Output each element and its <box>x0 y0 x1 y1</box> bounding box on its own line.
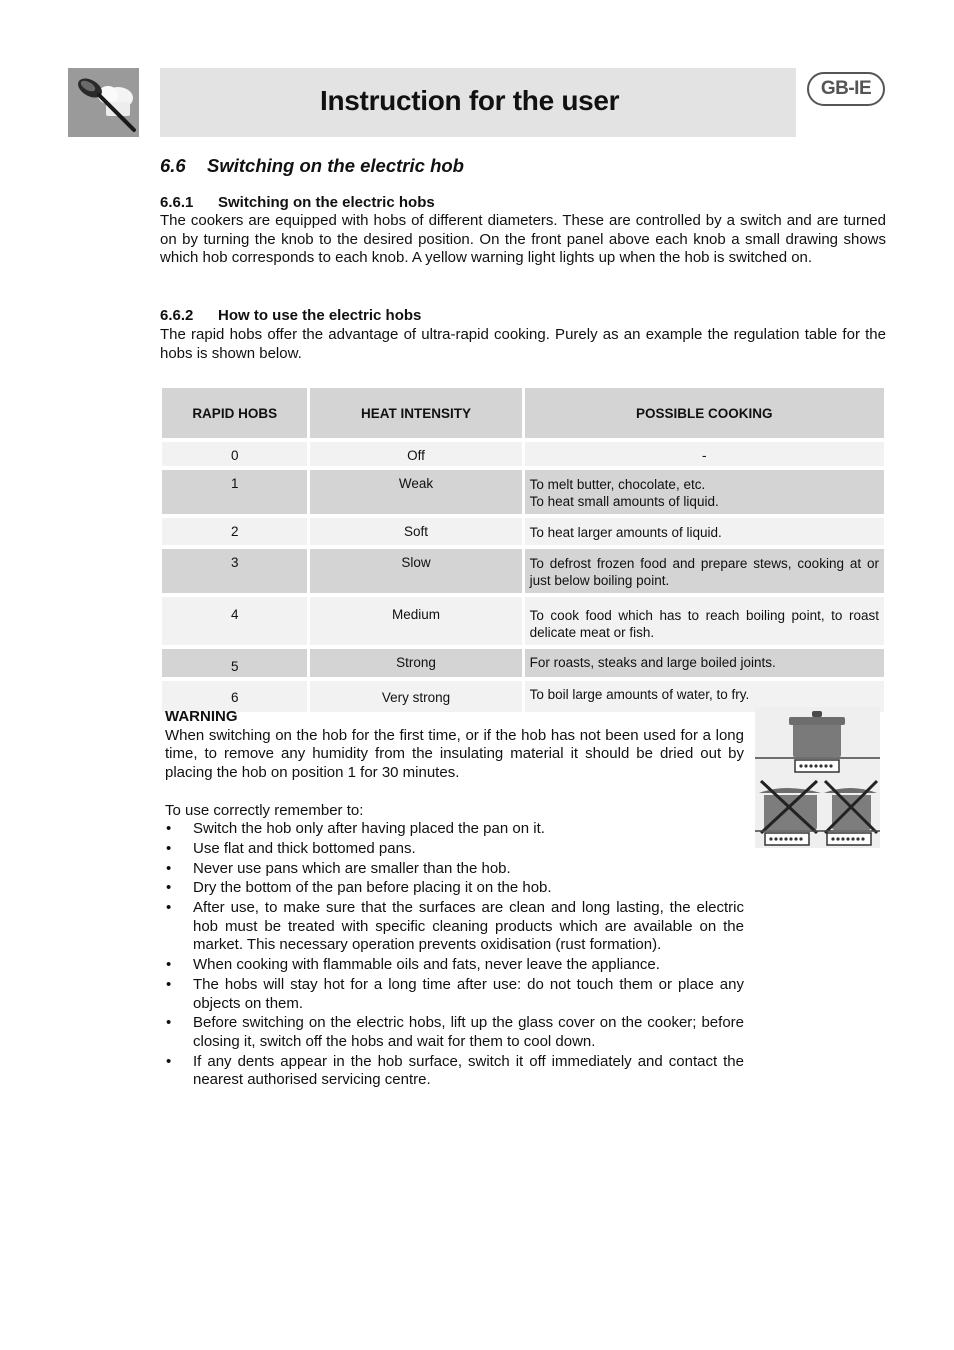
section-title-text: Switching on the electric hob <box>207 155 464 176</box>
pan-on-hob-icon <box>755 707 880 848</box>
list-item-text: Before switching on the electric hobs, lift up the glass cover on the cooker; before closing it, switch off the hobs and wait for them to cool down. <box>193 1014 744 1050</box>
list-item <box>165 956 744 975</box>
hob-position: 3 <box>162 549 307 593</box>
heat-intensity: Strong <box>310 649 521 677</box>
usage-list <box>165 820 744 1090</box>
usage-intro: To use correctly remember to: <box>165 801 364 819</box>
header-rapid-hobs: RAPID HOBS <box>162 388 307 438</box>
list-item-text: Use flat and thick bottomed pans. <box>193 839 416 857</box>
spoon-chef-hat-icon <box>68 68 139 137</box>
section-number: 6.6 <box>160 155 186 176</box>
subsection-title-text-2: How to use the electric hobs <box>218 307 422 324</box>
table-row <box>162 518 884 545</box>
possible-cooking: To cook food which has to reach boiling point, to roast delicate meat or fish. <box>525 597 884 645</box>
cooking-line: To melt butter, chocolate, etc. <box>529 477 706 492</box>
pan-illustration <box>755 707 880 848</box>
list-item <box>165 1014 744 1051</box>
subsection-number-2: 6.6.2 <box>160 307 194 324</box>
list-item-text: If any dents appear in the hob surface, switch it off immediately and contact the nearest authorised servicing centre. <box>193 1052 744 1089</box>
region-badge: GB-IE <box>807 72 885 106</box>
bullet: • <box>166 956 172 974</box>
heat-intensity: Weak <box>310 470 521 514</box>
heat-intensity: Off <box>310 442 521 466</box>
list-item-text: Dry the bottom of the pan before placing it on the hob. <box>193 879 552 897</box>
list-item-text: The hobs will stay hot for a long time after use: do not touch them or place any objects on them. <box>193 975 744 1012</box>
heat-intensity: Soft <box>310 518 521 545</box>
possible-cooking: - <box>525 442 884 466</box>
header-possible-cooking: POSSIBLE COOKING <box>525 388 884 438</box>
heat-intensity: Slow <box>310 549 521 593</box>
subsection-paragraph-2: The rapid hobs offer the advantage of ultra-rapid cooking. Purely as an example the regulation table for the hobs is shown below. <box>160 326 886 362</box>
bullet: • <box>166 899 172 917</box>
subsection-title-2 <box>160 307 421 324</box>
bullet: • <box>166 839 172 857</box>
list-item <box>165 820 744 839</box>
list-item <box>165 1053 744 1090</box>
hob-position: 4 <box>162 597 307 645</box>
logo <box>68 68 139 137</box>
subsection-paragraph-1: The cookers are equipped with hobs of different diameters. These are controlled by a switch and are turned on by turning the knob to the desired position. On the front panel above each knob a small drawing shows which hob corresponds to each knob. A yellow warning light lights up when the hob is switched on. <box>160 212 886 267</box>
list-item <box>165 899 744 955</box>
list-item-text: Never use pans which are smaller than the hob. <box>193 859 511 877</box>
list-item-text: When cooking with flammable oils and fats, never leave the appliance. <box>193 956 660 974</box>
possible-cooking: To boil large amounts of water, to fry. <box>525 681 884 712</box>
hob-position: 5 <box>162 649 307 677</box>
subsection-title-text-1: Switching on the electric hobs <box>218 194 435 211</box>
list-item-text: After use, to make sure that the surfaces are clean and long lasting, the electric hob must be treated with specific cleaning products which are available on the market. This necessary operation prevents oxidisation (rust formation). <box>193 899 744 954</box>
list-item <box>165 976 744 1013</box>
table-row <box>162 597 884 645</box>
table-row <box>162 649 884 677</box>
table-header-row <box>162 388 884 438</box>
section-title <box>160 155 464 177</box>
bullet: • <box>166 1052 172 1070</box>
regulation-table <box>159 384 887 716</box>
bullet: • <box>166 1014 172 1032</box>
hob-position: 6 <box>162 681 307 712</box>
possible-cooking: To defrost frozen food and prepare stews, cooking at or just below boiling point. <box>525 549 884 593</box>
cooking-line: To heat small amounts of liquid. <box>529 494 719 509</box>
warning-block <box>165 708 744 1091</box>
header-heat-intensity: HEAT INTENSITY <box>310 388 521 438</box>
bullet: • <box>166 820 172 838</box>
bullet: • <box>166 879 172 897</box>
hob-position: 2 <box>162 518 307 545</box>
subsection-number-1: 6.6.1 <box>160 194 194 211</box>
list-item-text: Switch the hob only after having placed the pan on it. <box>193 820 545 838</box>
bullet: • <box>166 975 172 993</box>
warning-title: WARNING <box>165 708 238 725</box>
list-item <box>165 840 744 859</box>
list-item <box>165 879 744 898</box>
list-item <box>165 860 744 879</box>
heat-intensity: Medium <box>310 597 521 645</box>
hob-position: 0 <box>162 442 307 466</box>
title-bar <box>160 68 796 137</box>
table-row <box>162 549 884 593</box>
heat-intensity: Very strong <box>310 681 521 712</box>
page-title: Instruction for the user <box>320 85 620 116</box>
subsection-title-1 <box>160 194 435 211</box>
table-row <box>162 470 884 514</box>
possible-cooking <box>525 470 884 514</box>
possible-cooking: To heat larger amounts of liquid. <box>525 518 884 545</box>
table-row <box>162 442 884 466</box>
bullet: • <box>166 859 172 877</box>
warning-text: When switching on the hob for the first time, or if the hob has not been used for a long time, to remove any humidity from the insulating material it should be dried out by placing the hob on position 1 for 30 minutes. <box>165 726 744 782</box>
possible-cooking: For roasts, steaks and large boiled joints. <box>525 649 884 677</box>
hob-position: 1 <box>162 470 307 514</box>
